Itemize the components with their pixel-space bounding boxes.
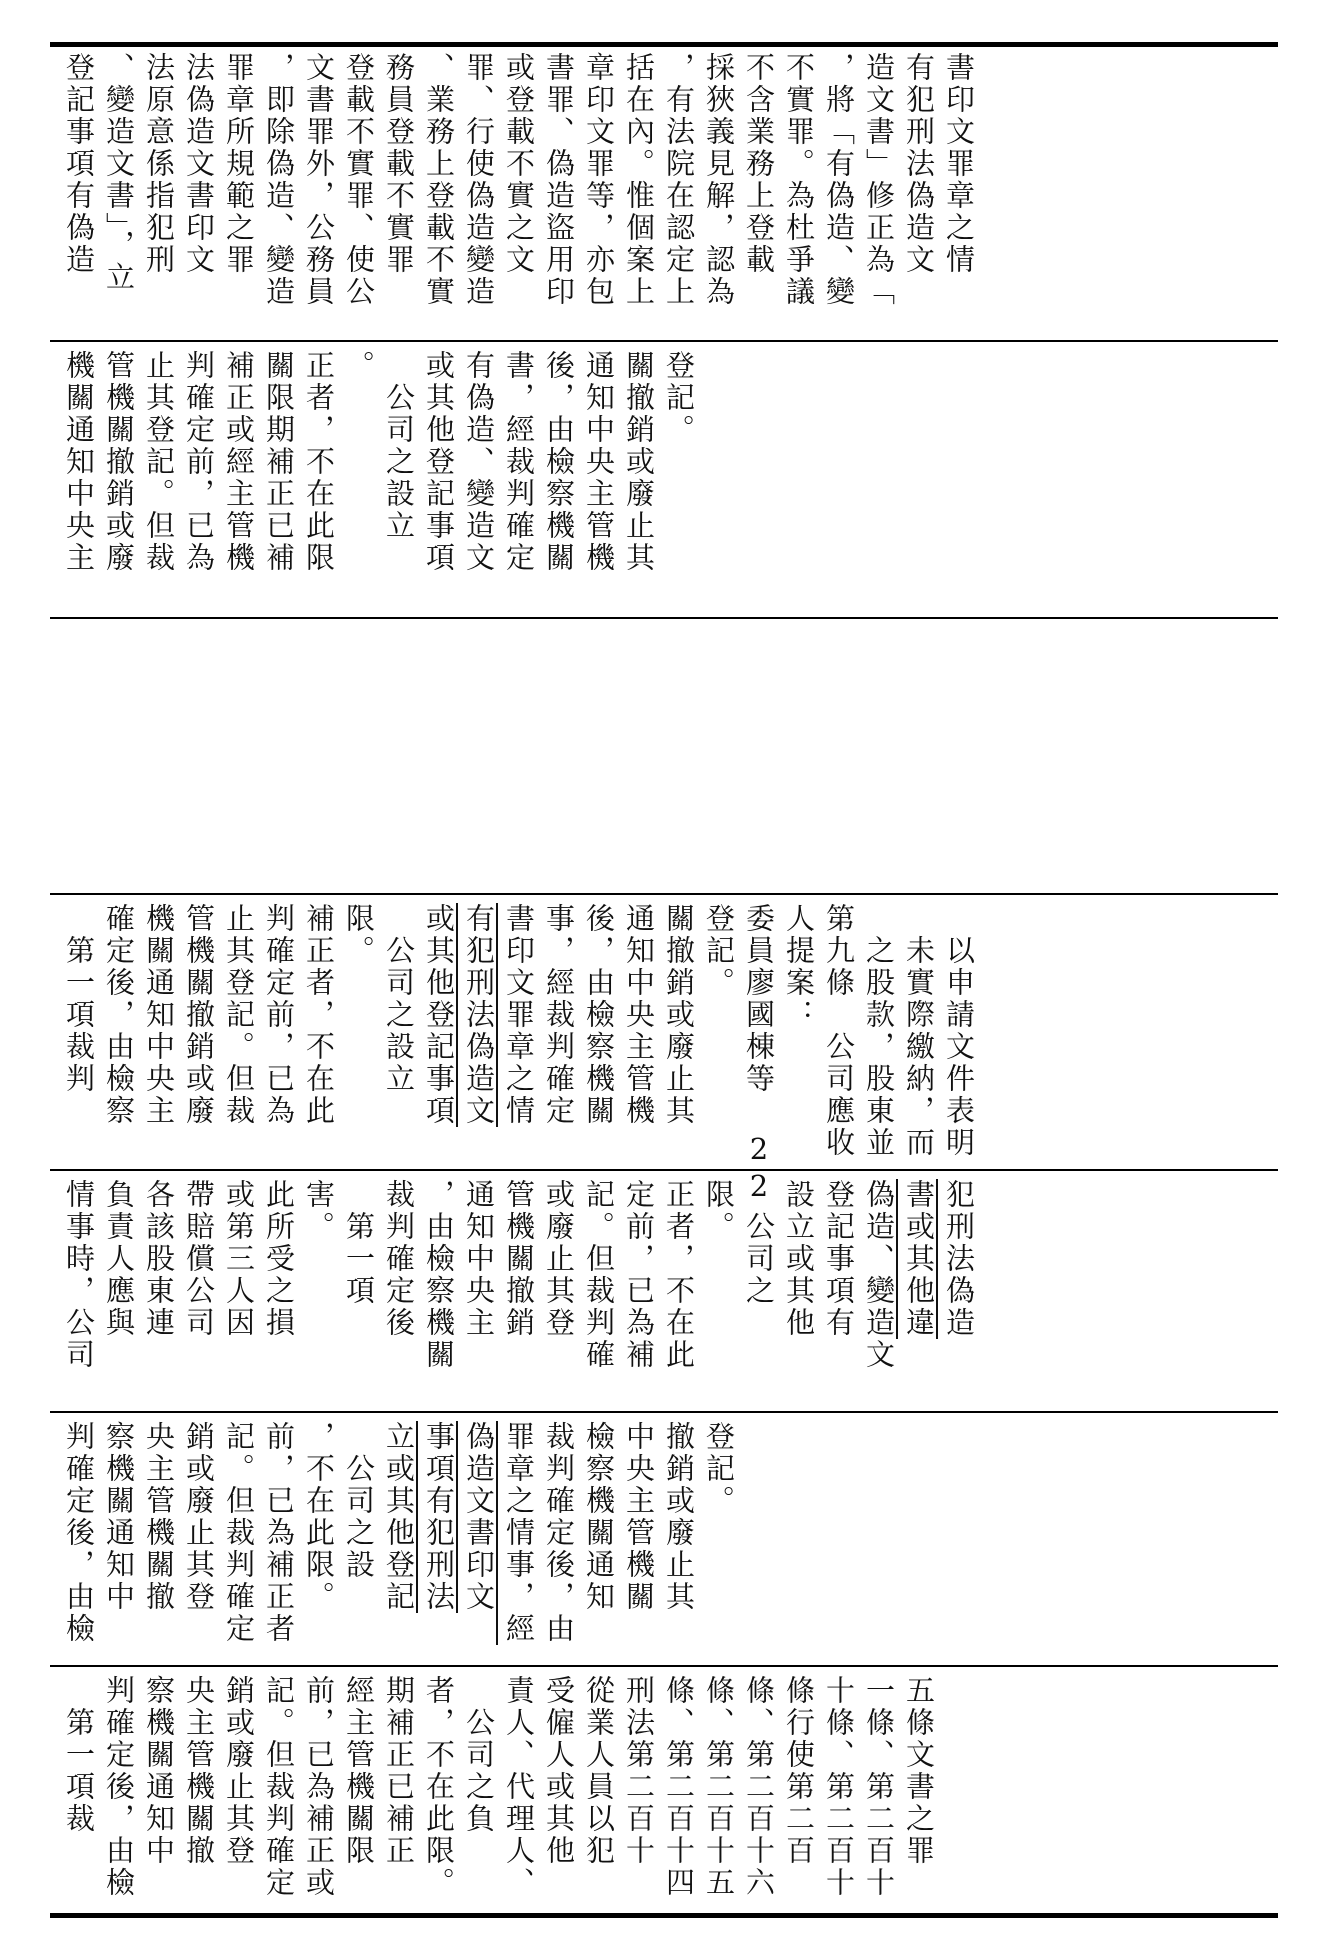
text-block-top-right bbox=[60, 52, 1270, 338]
text-column: 公司之設 bbox=[342, 1421, 376, 1581]
text-column: 受僱人或其他 bbox=[542, 1675, 576, 1867]
text-column: 一條、第二百十 bbox=[862, 1675, 896, 1899]
text-column: 止其登記。但裁 bbox=[222, 903, 256, 1127]
text-column: 括在內。惟個案上 bbox=[622, 52, 656, 308]
text-column: 章印文罪等，亦包 bbox=[582, 52, 616, 308]
text-column: 檢察機關通知 bbox=[582, 1421, 616, 1613]
text-column: 事，經裁判確定 bbox=[542, 903, 576, 1127]
text-column: 採狹義見解，認為 bbox=[702, 52, 736, 308]
text-column: 第一項裁判 bbox=[62, 903, 96, 1095]
text-column: ，不在此限。 bbox=[302, 1421, 336, 1613]
text-column-underlined: 罪章之情事，經 bbox=[502, 1421, 536, 1645]
text-block-bottom-right bbox=[60, 903, 1270, 1206]
text-column: 管機關撤銷或廢 bbox=[102, 350, 136, 574]
text-column: 公司之 bbox=[742, 1179, 776, 1307]
text-column: 正者，不在此 bbox=[662, 1179, 696, 1371]
text-block-bottom-far-left bbox=[60, 1675, 1270, 1911]
text-column: 、業務上登載不實 bbox=[422, 52, 456, 308]
text-column: 設立或其他 bbox=[782, 1179, 816, 1339]
text-column: 有犯刑法偽造文 bbox=[902, 52, 936, 276]
text-column: 正者，不在此限 bbox=[302, 350, 336, 574]
text-column: 記。但裁判確定 bbox=[222, 1421, 256, 1645]
text-column: 法原意係指犯刑 bbox=[142, 52, 176, 276]
text-column: 銷或廢止其登 bbox=[222, 1675, 256, 1867]
text-column: 察機關通知中 bbox=[102, 1421, 136, 1613]
text-column: 判確定前，已為 bbox=[182, 350, 216, 574]
text-column: 刑法第二百十 bbox=[622, 1675, 656, 1867]
empty-cell bbox=[60, 627, 1270, 891]
text-column: 裁判確定後，由 bbox=[542, 1421, 576, 1645]
text-column: 之股款，股東並 bbox=[862, 903, 896, 1159]
text-column: 銷或廢止其登 bbox=[182, 1421, 216, 1613]
text-column-underlined: 書或其他違 bbox=[902, 1179, 936, 1339]
text-column: 前，已為補正或 bbox=[302, 1675, 336, 1899]
text-column: 判確定前，已為 bbox=[262, 903, 296, 1127]
text-column-underlined: 有犯刑法偽造文 bbox=[462, 903, 496, 1127]
text-column: 登記事項有 bbox=[822, 1179, 856, 1339]
text-column: 五條文書之罪 bbox=[902, 1675, 936, 1867]
text-column: 經主管機關限 bbox=[342, 1675, 376, 1867]
text-column: 造文書」修正為「 bbox=[862, 52, 896, 308]
text-column: 或第三人因 bbox=[222, 1179, 256, 1339]
text-column: ，有法院在認定上 bbox=[662, 52, 696, 308]
text-column: 或其他登記事項 bbox=[422, 350, 456, 574]
text-column: 央主管機關撤 bbox=[182, 1675, 216, 1867]
text-column: ，由檢察機關 bbox=[422, 1179, 456, 1371]
text-column: 以申請文件表明 bbox=[942, 903, 976, 1159]
text-column: 書印文罪章之情 bbox=[942, 52, 976, 276]
text-column: ，將「有偽造、變 bbox=[822, 52, 856, 308]
text-column: 補正者，不在此 bbox=[302, 903, 336, 1127]
text-column: 公司之負 bbox=[462, 1675, 496, 1835]
text-column: 此所受之損 bbox=[262, 1179, 296, 1339]
text-column: 關撤銷或廢止其 bbox=[662, 903, 696, 1127]
row-separator-4 bbox=[50, 1169, 1278, 1171]
text-column-underlined: 犯刑法偽造 bbox=[942, 1179, 976, 1339]
text-column: 通知中央主管機 bbox=[622, 903, 656, 1127]
text-column: 各該股東連 bbox=[142, 1179, 176, 1339]
row-separator-2 bbox=[50, 617, 1278, 619]
text-column: 登記。 bbox=[662, 350, 696, 446]
text-column: 罪章所規範之罪 bbox=[222, 52, 256, 276]
text-column: 不實罪。為杜爭議 bbox=[782, 52, 816, 308]
text-column: 害。 bbox=[302, 1179, 336, 1243]
text-column: 確定後，由檢察 bbox=[102, 903, 136, 1127]
text-column: 人提案： bbox=[782, 903, 816, 1031]
bottom-border-rule bbox=[50, 1913, 1278, 1918]
text-column: 央主管機關撤 bbox=[142, 1421, 176, 1613]
text-column: 後，由檢察機關 bbox=[582, 903, 616, 1127]
text-column: 條、第二百十五 bbox=[702, 1675, 736, 1899]
text-column: 限。 bbox=[702, 1179, 736, 1243]
text-column: 裁判確定後 bbox=[382, 1179, 416, 1339]
text-column: 負責人應與 bbox=[102, 1179, 136, 1339]
text-column: 偽造、變造文 bbox=[862, 1179, 896, 1371]
text-column: ，即除偽造、變造 bbox=[262, 52, 296, 308]
text-column: 第一項裁 bbox=[62, 1675, 96, 1835]
text-column: 未實際繳納，而 bbox=[902, 903, 936, 1159]
text-column: 、變造文書」，立 bbox=[102, 52, 136, 294]
text-column: 罪、行使偽造變造 bbox=[462, 52, 496, 308]
text-column: 或廢止其登 bbox=[542, 1179, 576, 1339]
text-column: 文書罪外，公務員 bbox=[302, 52, 336, 308]
text-column: 記。但裁判確定 bbox=[262, 1675, 296, 1899]
text-column-underlined: 書印文罪章之情 bbox=[502, 903, 536, 1127]
text-column: 條、第二百十六 bbox=[742, 1675, 776, 1899]
text-column: 帶賠償公司 bbox=[182, 1179, 216, 1339]
text-column: 第一項 bbox=[342, 1179, 376, 1307]
text-block-bottom-mid bbox=[60, 1179, 1270, 1409]
text-column: 登記。 bbox=[702, 903, 736, 999]
row-separator-3 bbox=[50, 893, 1278, 895]
text-column: 管機關撤銷或廢 bbox=[182, 903, 216, 1127]
text-column: 機關通知中央主 bbox=[62, 350, 96, 574]
text-column: 限。 bbox=[342, 903, 376, 967]
text-block-top-mid bbox=[60, 350, 1270, 615]
text-column: 後，由檢察機關 bbox=[542, 350, 576, 574]
row-separator-6 bbox=[50, 1665, 1278, 1667]
text-column: 前，已為補正者 bbox=[262, 1421, 296, 1645]
text-column: 公司之設立 bbox=[382, 350, 416, 542]
text-column: 止其登記。但裁 bbox=[142, 350, 176, 574]
text-column: 。 bbox=[342, 350, 376, 382]
text-column: 判確定後，由檢 bbox=[62, 1421, 96, 1645]
text-column: 務員登載不實罪 bbox=[382, 52, 416, 276]
text-column: 管機關撤銷 bbox=[502, 1179, 536, 1339]
text-column: 或其他登記事項 bbox=[422, 903, 456, 1127]
text-column: 關撤銷或廢止其 bbox=[622, 350, 656, 574]
text-column: 通知中央主管機 bbox=[582, 350, 616, 574]
text-column: 第九條 公司應收 bbox=[822, 903, 856, 1159]
text-column: 登記。 bbox=[702, 1421, 736, 1517]
text-column: 登載不實罪、使公 bbox=[342, 52, 376, 308]
text-column: 公司之設立 bbox=[382, 903, 416, 1095]
text-column-underlined: 事項有犯刑法 bbox=[422, 1421, 456, 1613]
text-column: 條、第二百十四 bbox=[662, 1675, 696, 1899]
text-column: 撤銷或廢止其 bbox=[662, 1421, 696, 1613]
text-column: 情事時，公司 bbox=[62, 1179, 96, 1371]
text-column: 從業人員以犯 bbox=[582, 1675, 616, 1867]
row-separator-5 bbox=[50, 1411, 1278, 1413]
text-column: 條行使第二百 bbox=[782, 1675, 816, 1867]
text-column: 十條、第二百十 bbox=[822, 1675, 856, 1899]
text-column: 關限期補正已補 bbox=[262, 350, 296, 574]
text-column: 期補正已補正 bbox=[382, 1675, 416, 1867]
text-column: 定前，已為補 bbox=[622, 1179, 656, 1371]
text-column: 委員廖國棟等 22 bbox=[742, 903, 776, 1206]
text-column: 或登載不實之文 bbox=[502, 52, 536, 276]
text-column: 記。但裁判確 bbox=[582, 1179, 616, 1371]
text-column: 不含業務上登載 bbox=[742, 52, 776, 276]
text-column: 通知中央主 bbox=[462, 1179, 496, 1339]
top-border-rule bbox=[50, 42, 1278, 47]
text-column: 法偽造文書印文 bbox=[182, 52, 216, 276]
text-column: 機關通知中央主 bbox=[142, 903, 176, 1127]
text-column: 責人、代理人、 bbox=[502, 1675, 536, 1899]
text-column: 中央主管機關 bbox=[622, 1421, 656, 1613]
text-column: 立或其他登記 bbox=[382, 1421, 416, 1613]
text-column-underlined: 偽造文書印文 bbox=[462, 1421, 496, 1613]
text-column: 判確定後，由檢 bbox=[102, 1675, 136, 1899]
text-column: 補正或經主管機 bbox=[222, 350, 256, 574]
text-column: 察機關通知中 bbox=[142, 1675, 176, 1867]
text-column: 登記事項有偽造 bbox=[62, 52, 96, 276]
text-block-bottom-left bbox=[60, 1421, 1270, 1663]
text-column: 書，經裁判確定 bbox=[502, 350, 536, 574]
row-separator-1 bbox=[50, 340, 1278, 342]
text-column: 者，不在此限。 bbox=[422, 1675, 456, 1899]
text-column: 書罪、偽造盜用印 bbox=[542, 52, 576, 308]
text-column: 有偽造、變造文 bbox=[462, 350, 496, 574]
